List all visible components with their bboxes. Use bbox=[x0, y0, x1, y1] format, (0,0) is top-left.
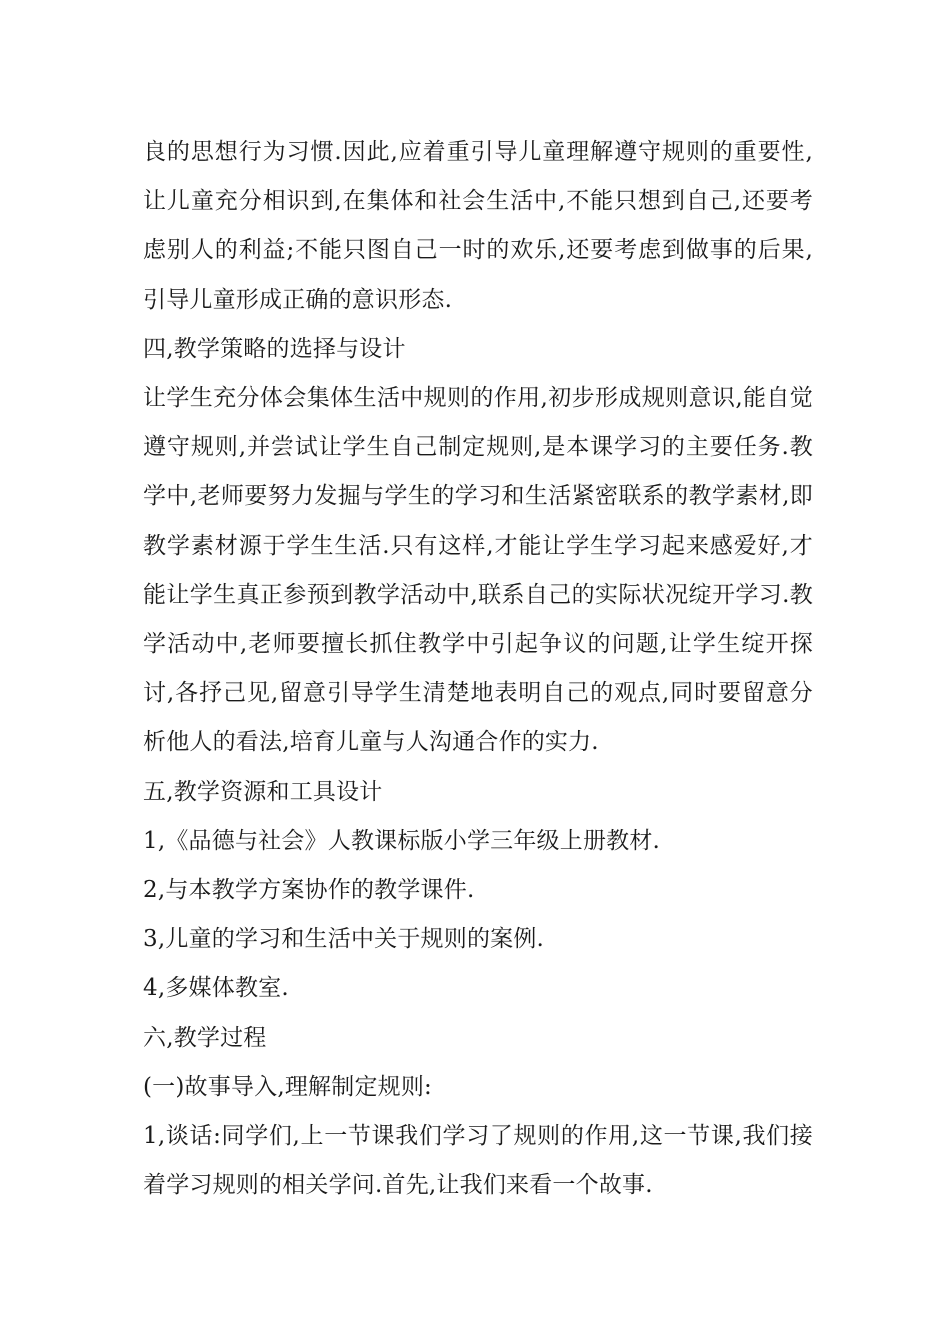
subsection-heading-story: (一)故事导入,理解制定规则: bbox=[143, 1073, 433, 1100]
paragraph-talk: 1,谈话:同学们,上一节课我们学习了规则的作用,这一节课,我们接着学习规则的相关学问.首先,让我们来看一个故事. bbox=[143, 1123, 813, 1199]
list-item-resource-2: 2,与本教学方案协作的教学课件. bbox=[143, 877, 475, 904]
list-item-resource-1: 1,《品德与社会》人教课标版小学三年级上册教材. bbox=[143, 827, 661, 854]
document-body bbox=[143, 128, 813, 1210]
section-heading-strategy: 四,教学策略的选择与设计 bbox=[143, 335, 406, 362]
paragraph-strategy: 让学生充分体会集体生活中规则的作用,初步形成规则意识,能自觉遵守规则,并尝试让学生自己制定规则,是本课学习的主要任务.教学中,老师要努力发掘与学生的学习和生活紧密联系的教学素材,即教学素材源于学生生活.只有这样,才能让学生学习起来感爱好,才能让学生真正参预到教学活动中,联系自己的实际状况绽开学习.教学活动中,老师要擅长抓住教学中引起争议的问题,让学生绽开探讨,各抒己见,留意引导学生清楚地表明自己的观点,同时要留意分析他人的看法,培育儿童与人沟通合作的实力. bbox=[143, 385, 813, 756]
paragraph-continuation: 良的思想行为习惯.因此,应着重引导儿童理解遵守规则的重要性,让儿童充分相识到,在集体和社会生活中,不能只想到自己,还要考虑别人的利益;不能只图自己一时的欢乐,还要考虑到做事的后果,引导儿童形成正确的意识形态. bbox=[143, 139, 813, 313]
section-heading-process: 六,教学过程 bbox=[143, 1024, 267, 1051]
section-heading-resources: 五,教学资源和工具设计 bbox=[143, 778, 383, 805]
list-item-resource-3: 3,儿童的学习和生活中关于规则的案例. bbox=[143, 926, 545, 953]
list-item-resource-4: 4,多媒体教室. bbox=[143, 975, 289, 1002]
